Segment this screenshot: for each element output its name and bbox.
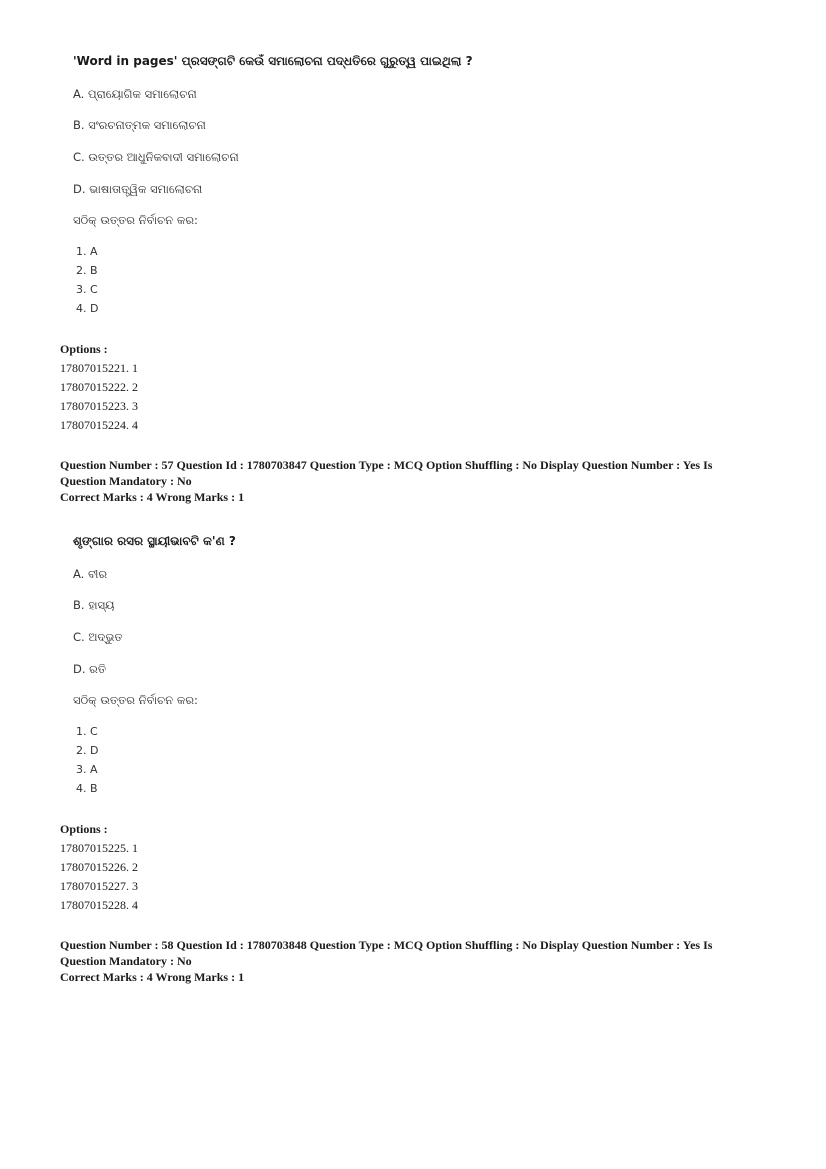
question-block-1: [73, 54, 773, 324]
question-text: 'Word in pages' ପ୍ରସଙ୍ଗଟି କେଉଁ ସମାଲୋଚନା ପଦ୍ଧତିରେ ଗୁରୁତ୍ୱ ପାଇଥିଲା ?: [73, 54, 473, 68]
option-id: 17807015221. 1: [60, 361, 138, 375]
option-id: 17807015224. 4: [60, 418, 138, 432]
answer-item: 3. A: [76, 763, 98, 776]
options-section-1: [60, 340, 780, 435]
meta-line: Question Mandatory : No: [60, 474, 192, 488]
answer-list: [76, 722, 98, 798]
option-id: 17807015228. 4: [60, 898, 138, 912]
answer-list: [76, 242, 98, 318]
option-d: D. ରତି: [73, 662, 107, 676]
option-d: D. ଭାଷାତାତ୍ତ୍ୱିକ ସମାଲୋଚନା: [73, 182, 203, 196]
option-id: 17807015223. 3: [60, 399, 138, 413]
meta-line: Question Mandatory : No: [60, 954, 192, 968]
options-section-2: [60, 820, 780, 915]
question-meta-58: [60, 937, 780, 985]
question-block-2: [73, 534, 773, 804]
option-id-list: [60, 839, 780, 915]
choose-label: ସଠିକ୍ ଉତ୍ତର ନିର୍ବାଚନ କର:: [73, 693, 198, 707]
meta-line: Correct Marks : 4 Wrong Marks : 1: [60, 970, 245, 984]
meta-line: Question Number : 57 Question Id : 1780703847 Question Type : MCQ Option Shuffling : No Display Question Number : Yes Is: [60, 458, 713, 472]
question-meta-57: [60, 457, 780, 505]
option-id: 17807015226. 2: [60, 860, 138, 874]
answer-item: 1. C: [76, 725, 98, 738]
option-a: A. ପ୍ରାୟୋଗିକ ସମାଲୋଚନା: [73, 87, 197, 101]
answer-item: 4. D: [76, 302, 99, 315]
answer-item: 1. A: [76, 245, 98, 258]
options-heading: Options :: [60, 342, 108, 356]
option-id: 17807015227. 3: [60, 879, 138, 893]
option-b: B. ସଂରଚନାତ୍ମକ ସମାଲୋଚନା: [73, 118, 206, 132]
option-c: C. ଅଦ୍ଭୁତ: [73, 630, 123, 644]
answer-item: 2. D: [76, 744, 99, 757]
options-heading: Options :: [60, 822, 108, 836]
meta-line: Question Number : 58 Question Id : 1780703848 Question Type : MCQ Option Shuffling : No Display Question Number : Yes Is: [60, 938, 713, 952]
option-id: 17807015222. 2: [60, 380, 138, 394]
answer-item: 4. B: [76, 782, 98, 795]
question-text: ଶୃଙ୍ଗାର ରସର ସ୍ଥାୟୀଭାବଟି କ'ଣ ?: [73, 534, 236, 548]
option-c: C. ଉତ୍ତର ଆଧୁନିକବାଦୀ ସମାଲୋଚନା: [73, 150, 239, 164]
answer-item: 3. C: [76, 283, 98, 296]
option-b: B. ହାସ୍ୟ: [73, 598, 115, 612]
answer-item: 2. B: [76, 264, 98, 277]
choose-label: ସଠିକ୍ ଉତ୍ତର ନିର୍ବାଚନ କର:: [73, 213, 198, 227]
option-id: 17807015225. 1: [60, 841, 138, 855]
option-id-list: [60, 359, 780, 435]
option-a: A. ବୀର: [73, 567, 108, 581]
meta-line: Correct Marks : 4 Wrong Marks : 1: [60, 490, 245, 504]
